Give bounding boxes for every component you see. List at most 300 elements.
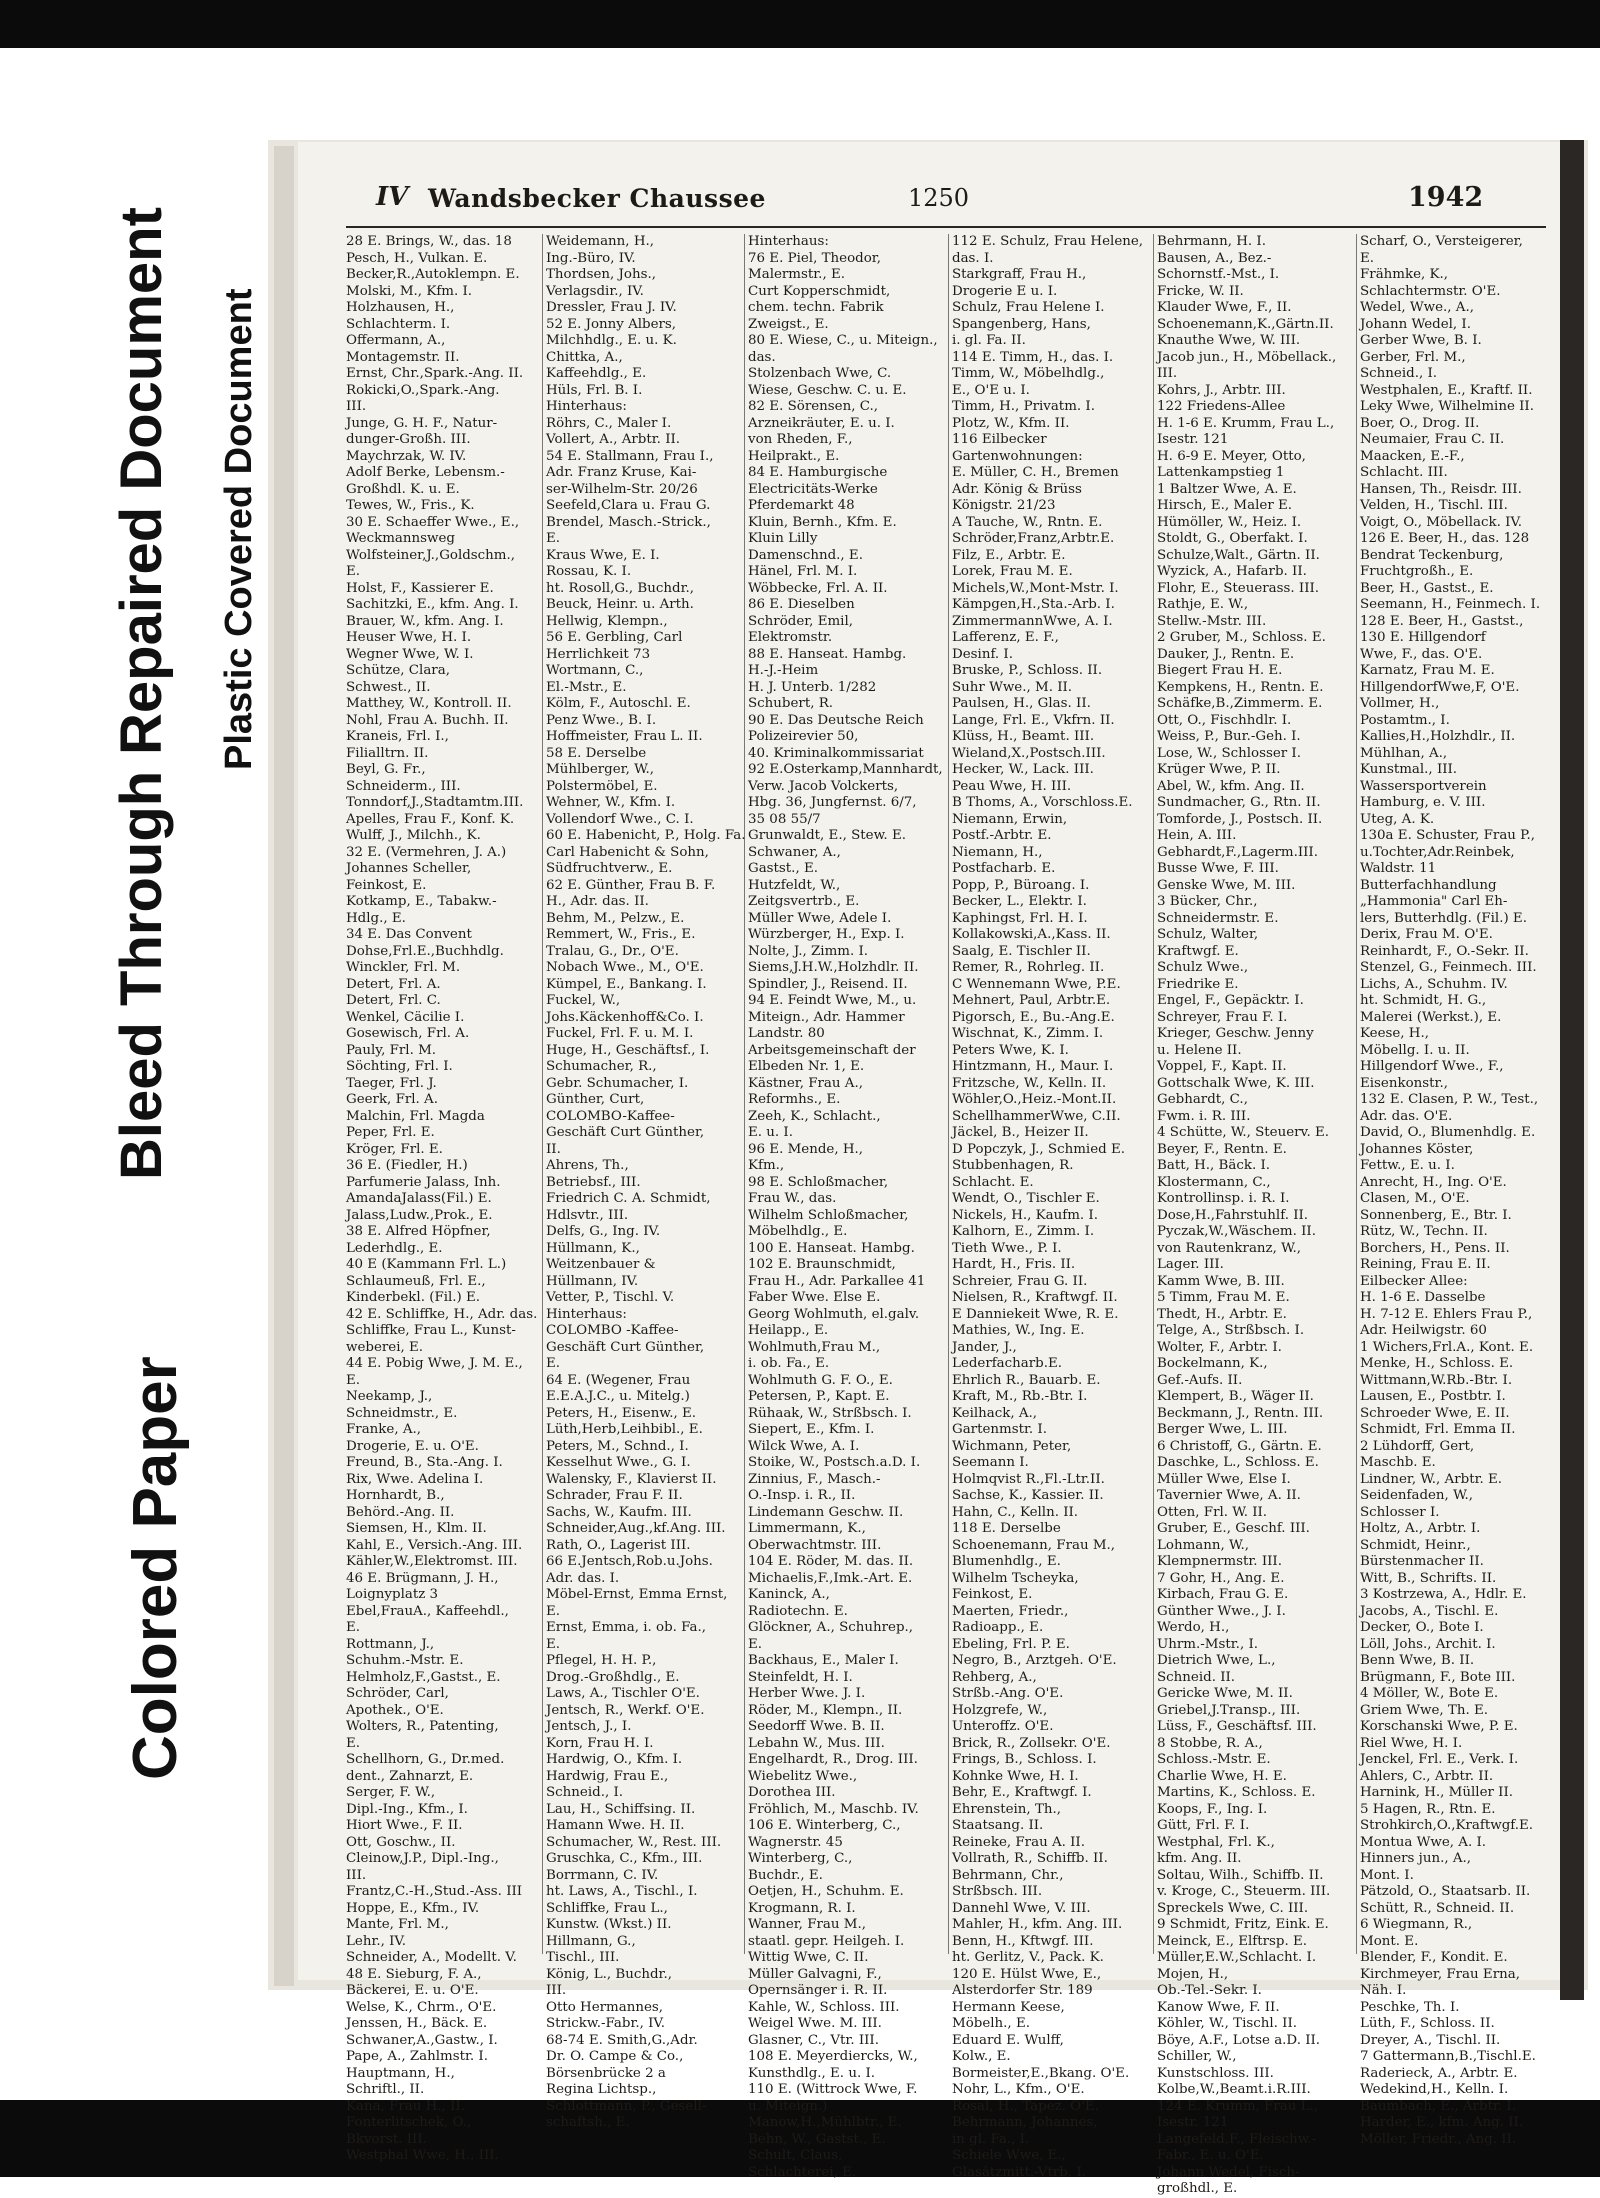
directory-entry-line: Schoenemann, Frau M., [952, 1537, 1116, 1553]
directory-entry-line: Schneiderm., III. [346, 778, 461, 794]
directory-entry-line: u. Helene II. [1157, 1042, 1242, 1058]
directory-entry-line: Offermann, A., [346, 333, 446, 348]
directory-entry-line: 128 E. Beer, H., Gastst., [1360, 613, 1524, 629]
directory-entry-line: Schneider,Aug.,kf.Ang. III. [546, 1521, 726, 1536]
directory-entry-line: E. [346, 564, 361, 579]
directory-entry-line: Lausen, E., Postbtr. I. [1360, 1389, 1506, 1404]
directory-entry-line: ht. Gerlitz, V., Pack. K. [952, 1950, 1104, 1965]
directory-entry-line: Wehner, W., Kfm. I. [546, 795, 676, 810]
directory-entry-line: Schwest., II. [346, 679, 431, 695]
directory-entry-line: Heilapp., E. [748, 1323, 829, 1338]
directory-entry-line: Wilhelm Tscheyka, [952, 1570, 1079, 1586]
directory-entry-line: Rossau, K. I. [546, 564, 632, 579]
directory-entry-line: Schlachterm. I. [346, 316, 451, 332]
directory-entry-line: El.-Mstr., E. [546, 679, 627, 695]
directory-entry-line: 108 E. Meyerdiercks, W., [748, 2049, 918, 2064]
directory-entry-line: Tomforde, J., Postsch. II. [1157, 811, 1323, 827]
directory-entry-line: Ernst, Emma, i. ob. Fa., [546, 1620, 707, 1635]
directory-entry-line: E. [546, 531, 561, 546]
directory-entry-line: Gartenwohnungen: [952, 448, 1083, 464]
directory-entry-line: Möbelhdlg., E. [748, 1224, 848, 1239]
directory-entry-line: 58 E. Derselbe [546, 745, 647, 761]
directory-entry-line: Drogerie, E. u. O'E. [346, 1438, 479, 1454]
directory-entry-line: E.E.A.J.C., u. Mitelg.) [546, 1389, 690, 1404]
directory-entry-line: Oetjen, H., Schuhm. E. [748, 1884, 904, 1899]
directory-entry-line: Schröder, Emil, [748, 613, 853, 629]
directory-entry-line: Steinfeldt, H. I. [748, 1669, 853, 1685]
directory-entry-line: 42 E. Schliffke, H., Adr. das. [346, 1306, 538, 1322]
directory-entry-line: Fröhlich, M., Maschb. IV. [748, 1801, 919, 1817]
directory-entry-line: 124 E. Krumm, Frau L., [1157, 2098, 1319, 2114]
directory-entry-line: Hahn, C., Kelln. II. [952, 1504, 1079, 1520]
directory-entry-line: Kesselhut Wwe., G. I. [546, 1455, 691, 1470]
directory-entry-line: Zinnius, F., Masch.- [748, 1471, 881, 1487]
directory-entry-line: Kümpel, E., Bankang. I. [546, 976, 707, 992]
directory-entry-line: Michels,W.,Mont-Mstr. I. [952, 580, 1119, 596]
directory-entry-line: Gebhardt,F.,Lagerm.III. [1157, 844, 1318, 860]
directory-entry-line: Gericke Wwe, M. II. [1157, 1686, 1293, 1701]
directory-entry-line: 4 Schütte, W., Steuerv. E. [1157, 1125, 1330, 1140]
directory-entry-line: 130a E. Schuster, Frau P., [1360, 828, 1535, 843]
directory-entry-line: Westphal Wwe, H., III. [346, 2148, 499, 2163]
directory-entry-line: Wolter, F., Arbtr. I. [1157, 1339, 1282, 1355]
directory-entry-line: 96 E. Mende, H., [748, 1141, 864, 1157]
directory-entry-line: dunger-Großh. III. [346, 432, 471, 447]
directory-entry-line: Hellwig, Klempn., [546, 613, 668, 629]
directory-entry-line: Laws, A., Tischler O'E. [546, 1686, 700, 1701]
directory-entry-line: Johann Wedel, Fisch- [1157, 2164, 1300, 2180]
directory-entry-line: Gosewisch, Frl. A. [346, 1026, 470, 1041]
directory-entry-line: Zeeh, K., Schlacht., [748, 1108, 881, 1124]
directory-entry-line: Klempnermstr. III. [1157, 1554, 1282, 1569]
directory-entry-line: COLOMBO -Kaffee- [546, 1323, 679, 1338]
directory-entry-line: Mont. E. [1360, 1933, 1419, 1949]
directory-entry-line: Behörd.-Ang. II. [346, 1504, 455, 1520]
directory-entry-line: Martins, K., Schloss. E. [1157, 1785, 1316, 1800]
directory-entry-line: Stoike, W., Postsch.a.D. I. [748, 1455, 921, 1470]
directory-entry-line: Postfacharb. E. [952, 861, 1056, 876]
directory-entry-line: II. [546, 1141, 561, 1157]
directory-entry-line: Behr, E., Kraftwgf. I. [952, 1785, 1092, 1800]
directory-entry-line: Decker, O., Bote I. [1360, 1620, 1484, 1635]
directory-entry-line: 4 Möller, W., Bote E. [1360, 1686, 1499, 1701]
directory-entry-line: Kölm, F., Autoschl. E. [546, 696, 691, 711]
directory-entry-line: Adr. Franz Kruse, Kai- [546, 465, 697, 480]
directory-entry-line: Postf.-Arbtr. E. [952, 828, 1052, 843]
directory-entry-line: Hauptmann, H., [346, 2065, 455, 2081]
directory-entry-line: 86 E. Dieselben [748, 597, 855, 612]
directory-entry-line: Bockelmann, K., [1157, 1356, 1268, 1371]
directory-entry-line: Adolf Berke, Lebensm.- [346, 465, 505, 480]
directory-entry-line: Eduard E. Wulff, [952, 2032, 1064, 2048]
directory-entry-line: Heilprakt., E. [748, 448, 840, 464]
directory-entry-line: Krieger, Geschw. Jenny [1157, 1026, 1314, 1041]
directory-entry-line: Pauly, Frl. M. [346, 1042, 437, 1058]
directory-entry-line: Beckmann, J., Rentn. III. [1157, 1405, 1324, 1421]
directory-entry-line: Montagemstr. II. [346, 349, 460, 365]
directory-entry-line: Herber Wwe. J. I. [748, 1686, 866, 1701]
directory-entry-line: Buchdr., E. [748, 1867, 823, 1883]
directory-entry-line: schaftsh., E. [546, 2115, 630, 2130]
directory-entry-line: Bkvorst. III. [346, 2131, 427, 2147]
directory-entry-line: Busse Wwe, F. III. [1157, 861, 1279, 876]
directory-entry-line: Wortmann, C., [546, 663, 644, 678]
directory-entry-line: Reineke, Frau A. II. [952, 1834, 1085, 1850]
directory-entry-line: Jenckel, Frl. E., Verk. I. [1360, 1752, 1519, 1767]
directory-entry-line: Kalhorn, E., Zimm. I. [952, 1224, 1095, 1239]
directory-entry-line: Kraft, M., Rb.-Btr. I. [952, 1389, 1088, 1404]
directory-entry-line: Siemsen, H., Klm. II. [346, 1521, 487, 1536]
directory-entry-line: Kohrs, J., Arbtr. III. [1157, 382, 1286, 398]
directory-entry-line: 1 Baltzer Wwe, A. E. [1157, 481, 1297, 497]
directory-entry-line: Leky Wwe, Wilhelmine II. [1360, 399, 1534, 414]
directory-entry-line: Molski, M., Kfm. I. [346, 283, 473, 299]
directory-entry-line: 90 E. Das Deutsche Reich [748, 712, 924, 728]
directory-entry-line: Kraus Wwe, E. I. [546, 547, 660, 563]
directory-entry-line: Benn, H., Kftwgf. III. [952, 1933, 1094, 1949]
directory-entry-line: 38 E. Alfred Höpfner, [346, 1224, 491, 1239]
directory-entry-line: Schult, Claus, [748, 2148, 843, 2163]
directory-entry-line: Rokicki,O.,Spark.-Ang. [346, 382, 500, 398]
directory-entry-line: Hermann Keese, [952, 1999, 1065, 2015]
directory-entry-line: Radiotechn. E. [748, 1603, 848, 1619]
directory-entry-line: Glasner, C., Vtr. III. [748, 2032, 879, 2048]
directory-entry-line: Zeitgsvertrb., E. [748, 894, 860, 909]
directory-entry-line: Hinterhaus: [748, 234, 829, 249]
directory-entry-line: Baumbach, E., Arbtr. I. [1360, 2098, 1516, 2114]
directory-entry-line: Holst, F., Kassierer E. [346, 580, 494, 596]
directory-entry-line: Malerei (Werkst.), E. [1360, 1009, 1502, 1025]
directory-entry-line: Dressler, Frau J. IV. [546, 300, 677, 315]
directory-entry-line: Kontrollinsp. i. R. I. [1157, 1191, 1290, 1206]
directory-entry-line: H., Adr. das. II. [546, 894, 649, 909]
directory-entry-line: Harder, E., kfm. Ang. II. [1360, 2115, 1524, 2130]
directory-entry-line: Damenschnd., E. [748, 547, 863, 563]
directory-entry-line: Hansen, Th., Reisdr. III. [1360, 481, 1522, 497]
directory-column-3 [748, 234, 946, 2180]
directory-entry-line: 76 E. Piel, Theodor, [748, 250, 881, 266]
directory-entry-line: Blender, F., Kondit. E. [1360, 1950, 1508, 1965]
directory-column-4 [952, 234, 1150, 2180]
directory-entry-line: Elbeden Nr. 1, E. [748, 1059, 865, 1074]
directory-entry-line: Spangenberg, Hans, [952, 316, 1091, 332]
directory-entry-line: Schröder,Franz,Arbtr.E. [952, 531, 1115, 546]
directory-entry-line: Tewes, W., Fris., K. [346, 498, 475, 513]
directory-entry-line: Hoffmeister, Frau L. II. [546, 729, 703, 744]
directory-entry-line: Seemann, H., Feinmech. I. [1360, 597, 1541, 612]
directory-entry-line: Hornhardt, B., [346, 1488, 445, 1503]
directory-entry-line: 8 Stobbe, R. A., [1157, 1735, 1263, 1751]
directory-entry-line: ht. Schmidt, H. G., [1360, 993, 1487, 1008]
directory-entry-line: Müller,E.W.,Schlacht. I. [1157, 1950, 1317, 1965]
directory-entry-line: Westphalen, E., Kraftf. II. [1360, 382, 1533, 398]
directory-entry-line: Kanow Wwe, F. II. [1157, 1999, 1280, 2015]
directory-entry-line: Wassersportverein [1360, 778, 1487, 794]
directory-entry-line: ht. Rosoll,G., Buchdr., [546, 580, 695, 596]
directory-entry-line: Batt, H., Bäck. I. [1157, 1158, 1271, 1173]
directory-entry-line: Weckmannsweg [346, 531, 455, 546]
directory-entry-line: Fuckel, W., [546, 993, 621, 1008]
directory-entry-line: Lorek, Frau M. E. [952, 564, 1073, 579]
directory-entry-line: Tavernier Wwe, A. II. [1157, 1488, 1301, 1503]
directory-entry-line: Gruber, E., Geschf. III. [1157, 1521, 1310, 1536]
directory-entry-line: Schreyer, Frau F. I. [1157, 1009, 1288, 1025]
directory-entry-line: Frau W., das. [748, 1191, 837, 1206]
directory-entry-line: Siems,J.H.W.,Holzhdlr. II. [748, 960, 919, 975]
directory-entry-line: Apelles, Frau F., Konf. K. [346, 811, 515, 827]
directory-entry-line: Wendt, O., Tischler E. [952, 1191, 1100, 1206]
directory-entry-line: ser-Wilhelm-Str. 20/26 [546, 481, 698, 497]
directory-entry-line: Südfruchtverw., E. [546, 861, 673, 876]
directory-entry-line: Lattenkampstieg 1 [1157, 465, 1285, 480]
directory-entry-line: Ob.-Tel.-Sekr. I. [1157, 1983, 1262, 1998]
directory-entry-line: A Tauche, W., Rntn. E. [952, 514, 1103, 530]
directory-entry-line: Thedt, H., Arbtr. E. [1157, 1306, 1287, 1322]
directory-entry-line: Wegner Wwe, W. I. [346, 646, 474, 662]
directory-entry-line: Lederhdlg., E. [346, 1240, 443, 1256]
directory-entry-line: 92 E.Osterkamp,Mannhardt, [748, 762, 943, 777]
directory-entry-line: Kirbach, Frau G. E. [1157, 1587, 1289, 1602]
directory-entry-line: Drog.-Großhdlg., E. [546, 1669, 680, 1685]
directory-entry-line: 52 E. Jonny Albers, [546, 316, 677, 332]
directory-entry-line: Neumaier, Frau C. II. [1360, 432, 1505, 447]
directory-entry-line: Desinf. I. [952, 646, 1013, 662]
directory-entry-line: Faber Wwe. Else E. [748, 1290, 881, 1305]
directory-entry-line: Kahl, E., Versich.-Ang. III. [346, 1537, 523, 1553]
directory-entry-line: Eisenkonstr., [1360, 1075, 1448, 1091]
directory-entry-line: Arzneikräuter, E. u. I. [748, 415, 895, 431]
directory-entry-line: Schneidmstr., E. [346, 1405, 458, 1421]
directory-entry-line: Elektromstr. [748, 630, 833, 645]
directory-entry-line: Starkgraff, Frau H., [952, 267, 1087, 282]
directory-entry-line: Böye, A.F., Lotse a.D. II. [1157, 2032, 1321, 2048]
directory-entry-line: Holzgrefe, W., [952, 1702, 1048, 1718]
directory-entry-line: AmandaJalass(Fil.) E. [346, 1191, 492, 1206]
page-stack-shadow [274, 146, 294, 1986]
directory-entry-line: Remmert, W., Fris., E. [546, 927, 696, 942]
directory-entry-line: 5 Hagen, R., Rtn. E. [1360, 1801, 1496, 1817]
directory-entry-line: 3 Bücker, Chr., [1157, 894, 1258, 909]
directory-entry-line: Filialltrn. II. [346, 745, 429, 761]
directory-entry-line: Hänel, Frl. M. I. [748, 564, 858, 579]
directory-entry-line: Schulz, Frau Helene I. [952, 300, 1105, 315]
directory-entry-line: Opernsänger i. R. II. [748, 1983, 888, 1998]
directory-entry-line: i. ob. Fa., E. [748, 1356, 830, 1371]
directory-entry-line: Grunwaldt, E., Stew. E. [748, 828, 906, 843]
directory-entry-line: 40. Kriminalkommissariat [748, 745, 924, 761]
directory-entry-line: Popp, P., Büroang. I. [952, 877, 1090, 893]
directory-entry-line: Gütt, Frl. F. I. [1157, 1818, 1250, 1833]
directory-entry-line: Nohr, L., Kfm., O'E. [952, 2082, 1085, 2097]
directory-entry-line: Gartenmstr. I. [952, 1422, 1047, 1437]
directory-entry-line: 28 E. Brings, W., das. 18 [346, 234, 512, 249]
directory-entry-line: Johann Wedel, I. [1360, 316, 1471, 332]
directory-entry-line: Krüger Wwe, P. II. [1157, 762, 1281, 777]
directory-entry-line: Gerber, Frl. M., [1360, 349, 1466, 365]
directory-entry-line: Menke, H., Schloss. E. [1360, 1356, 1514, 1371]
directory-entry-line: Fruchtgroßh., E. [1360, 564, 1474, 579]
directory-entry-line: Drogerie E u. I. [952, 283, 1058, 299]
directory-entry-line: Beer, H., Gastst., E. [1360, 580, 1494, 596]
directory-entry-line: Jäckel, B., Heizer II. [952, 1125, 1089, 1140]
directory-entry-line: 88 E. Hanseat. Hambg. [748, 646, 907, 662]
directory-entry-line: Electricitäts-Werke [748, 481, 878, 497]
directory-entry-line: Schrader, Frau F. II. [546, 1488, 683, 1503]
directory-entry-line: 3 Kostrzewa, A., Hdlr. E. [1360, 1587, 1527, 1602]
directory-entry-line: Frantz,C.-H.,Stud.-Ass. III [346, 1884, 523, 1899]
directory-entry-line: Jentsch, R., Werkf. O'E. [546, 1702, 705, 1718]
directory-entry-line: Jacobs, A., Tischl. E. [1360, 1603, 1499, 1619]
directory-entry-line: Holtz, A., Arbtr. I. [1360, 1521, 1481, 1536]
directory-entry-line: Lüth, F., Schloss. II. [1360, 2016, 1495, 2031]
directory-entry-line: Kunstw. (Wkst.) II. [546, 1917, 672, 1932]
directory-entry-line: König, L., Buchdr., [546, 1966, 672, 1982]
directory-entry-line: Malermstr., E. [748, 267, 845, 282]
directory-entry-line: Rehberg, A., [952, 1669, 1037, 1685]
directory-entry-line: 48 E. Sieburg, F. A., [346, 1966, 482, 1982]
directory-entry-line: Schlosser I. [1360, 1504, 1440, 1520]
directory-entry-line: Schlacht. III. [1360, 465, 1448, 480]
directory-entry-line: Kähler,W.,Elektromst. III. [346, 1554, 518, 1569]
directory-entry-line: Lindner, W., Arbtr. E. [1360, 1471, 1503, 1487]
directory-entry-line: Kirchmeyer, Frau Erna, [1360, 1966, 1520, 1982]
directory-entry-line: 54 E. Stallmann, Frau I., [546, 448, 714, 464]
directory-entry-line: Polstermöbel, E. [546, 778, 658, 794]
directory-entry-line: Vollert, A., Arbtr. II. [546, 432, 681, 447]
directory-entry-line: Börsenbrücke 2 a [546, 2065, 666, 2081]
directory-entry-line: Werdo, H., [1157, 1620, 1230, 1635]
directory-entry-line: Karnatz, Frau M. E. [1360, 663, 1495, 678]
directory-entry-line: Stenzel, G., Feinmech. III. [1360, 960, 1537, 975]
directory-entry-line: Brick, R., Zollsekr. O'E. [952, 1735, 1111, 1751]
directory-entry-line: Dauker, J., Rentn. E. [1157, 646, 1295, 662]
directory-entry-line: E. u. I. [748, 1125, 793, 1140]
directory-entry-line: Weigel Wwe. M. III. [748, 2016, 882, 2031]
directory-entry-line: Schulze,Walt., Gärtn. II. [1157, 547, 1320, 563]
directory-entry-line: Nickels, H., Kaufm. I. [952, 1207, 1098, 1223]
directory-entry-line: Dorothea III. [748, 1785, 836, 1800]
directory-entry-line: Behn, W., Gastst., E. [748, 2131, 886, 2147]
directory-entry-line: Söchting, Frl. I. [346, 1059, 453, 1074]
directory-entry-line: Boer, O., Drog. II. [1360, 415, 1480, 431]
directory-entry-line: Ebeling, Frl. P. E. [952, 1636, 1070, 1652]
directory-entry-line: Uteg, A. K. [1360, 811, 1435, 827]
directory-entry-line: Scharf, O., Versteigerer, [1360, 234, 1523, 249]
directory-entry-line: „Hammonia" Carl Eh- [1360, 894, 1508, 909]
page-number: 1250 [908, 184, 970, 212]
directory-entry-line: Schneider, A., Modellt. V. [346, 1950, 517, 1965]
directory-entry-line: Rühaak, W., Strßbsch. I. [748, 1405, 912, 1421]
directory-entry-line: Wanner, Frau M., [748, 1917, 866, 1932]
directory-entry-line: lers, Butterhdlg. (Fil.) E. [1360, 910, 1527, 926]
directory-entry-line: Schellhorn, G., Dr.med. [346, 1752, 505, 1767]
directory-entry-line: Kästner, Frau A., [748, 1075, 863, 1091]
directory-entry-line: Eilbecker Allee: [1360, 1273, 1468, 1289]
directory-entry-line: Abel, W., kfm. Ang. II. [1157, 778, 1305, 794]
directory-entry-line: Kana, Frau H., II. [346, 2098, 465, 2114]
directory-entry-line: E. [1360, 250, 1375, 266]
directory-entry-line: Kamm Wwe, B. III. [1157, 1273, 1285, 1289]
label-repaired-document: Repaired Document [109, 207, 174, 755]
directory-entry-line: Genske Wwe, M. III. [1157, 877, 1296, 893]
directory-entry-line: Weitzenbauer & [546, 1257, 656, 1272]
directory-entry-line: Frähmke, K., [1360, 267, 1449, 282]
directory-entry-line: Wulff, J., Milchh., K. [346, 828, 481, 843]
directory-entry-line: Lebahn W., Mus. III. [748, 1735, 885, 1751]
directory-entry-line: 35 08 55/7 [748, 811, 821, 827]
directory-entry-line: Strßb.-Ang. O'E. [952, 1686, 1064, 1701]
directory-entry-line: Hardwig, O., Kfm. I. [546, 1752, 683, 1767]
directory-column-5 [1157, 234, 1353, 2196]
directory-entry-line: Hüllmann, K., [546, 1240, 640, 1256]
directory-entry-line: Glöckner, A., Schuhrep., [748, 1620, 914, 1635]
directory-entry-line: Wiebelitz Wwe., [748, 1768, 858, 1784]
directory-entry-line: 84 E. Hamburgische [748, 465, 888, 480]
directory-entry-line: Brügmann, F., Bote III. [1360, 1669, 1516, 1685]
directory-entry-line: Ahlers, C., Arbtr. II. [1360, 1768, 1494, 1784]
directory-entry-line: Voigt, O., Möbellack. IV. [1360, 514, 1523, 530]
directory-entry-line: Schneidermstr. E. [1157, 910, 1279, 926]
directory-entry-line: Welse, K., Chrm., O'E. [346, 1999, 497, 2015]
directory-entry-line: Ahrens, Th., [546, 1158, 629, 1173]
directory-entry-line: 64 E. (Wegener, Frau [546, 1372, 691, 1388]
directory-entry-line: III. [346, 1867, 367, 1883]
directory-entry-line: Wedekind,H., Kelln. I. [1360, 2082, 1509, 2097]
directory-entry-line: Kallies,H.,Holzhdlr., II. [1360, 729, 1516, 744]
directory-entry-line: Hintzmann, H., Maur. I. [952, 1059, 1114, 1074]
directory-entry-line: Clasen, M., O'E. [1360, 1191, 1470, 1206]
directory-entry-line: Lüth,Herb,Leihbibl., E. [546, 1422, 703, 1437]
directory-entry-line: Gef.-Aufs. II. [1157, 1372, 1243, 1388]
directory-entry-line: Betriebsf., III. [546, 1174, 641, 1190]
directory-entry-line: Schliffke, Frau L., Kunst- [346, 1323, 516, 1338]
directory-entry-line: O.-Insp. i. R., II. [748, 1488, 856, 1503]
directory-entry-line: Fonterlitschek, O., [346, 2115, 472, 2130]
directory-entry-line: Fabr., E. u. O'E. [1157, 2148, 1264, 2163]
directory-entry-line: David, O., Blumenhdlg. E. [1360, 1125, 1536, 1140]
directory-entry-line: Wohlmuth,Frau M., [748, 1339, 881, 1355]
directory-entry-line: Müller Galvagni, F., [748, 1966, 882, 1982]
directory-entry-line: Strßbsch. III. [952, 1884, 1043, 1899]
directory-entry-line: Gruschka, C., Kfm., III. [546, 1851, 703, 1866]
directory-entry-line: Schneid., I. [546, 1785, 624, 1800]
directory-entry-line: Günther Wwe., J. I. [1157, 1603, 1286, 1619]
directory-entry-line: i. gl. Fa. II. [952, 333, 1026, 348]
directory-entry-line: 60 E. Habenicht, P., Holg. Fa. [546, 828, 746, 843]
directory-entry-line: Klempert, B., Wäger II. [1157, 1389, 1314, 1404]
directory-entry-line: Strohkirch,O.,Kraftwgf.E. [1360, 1818, 1534, 1833]
directory-entry-line: Freund, B., Sta.-Ang. I. [346, 1455, 503, 1470]
directory-entry-line: Parfumerie Jalass, Inh. [346, 1174, 501, 1190]
directory-entry-line: Brauer, W., kfm. Ang. I. [346, 613, 504, 629]
directory-entry-line: Peper, Frl. E. [346, 1125, 435, 1140]
directory-entry-line: Ing.-Büro, IV. [546, 250, 636, 266]
directory-entry-line: Meinck, E., Elftrsp. E. [1157, 1933, 1307, 1949]
directory-entry-line: 9 Schmidt, Fritz, Eink. E. [1157, 1917, 1329, 1932]
directory-entry-line: Hamburg, e. V. III. [1360, 795, 1486, 810]
directory-entry-line: Vetter, P., Tischl. V. [546, 1290, 675, 1305]
directory-entry-line: Wischnat, K., Zimm. I. [952, 1026, 1104, 1041]
directory-entry-line: Geerk, Frl. A. [346, 1092, 438, 1107]
directory-entry-line: Wenkel, Cäcilie I. [346, 1009, 465, 1025]
directory-entry-line: Stolzenbach Wwe, C. [748, 366, 892, 381]
directory-entry-line: Vollendorf Wwe., C. I. [546, 811, 694, 827]
directory-entry-line: Wöbbecke, Frl. A. II. [748, 580, 888, 596]
directory-entry-line: Seefeld,Clara u. Frau G. [546, 498, 711, 513]
directory-entry-line: B Thoms, A., Vorschloss.E. [952, 795, 1133, 810]
directory-entry-line: E. [546, 1603, 561, 1619]
directory-entry-line: Dipl.-Ing., Kfm., I. [346, 1801, 468, 1817]
